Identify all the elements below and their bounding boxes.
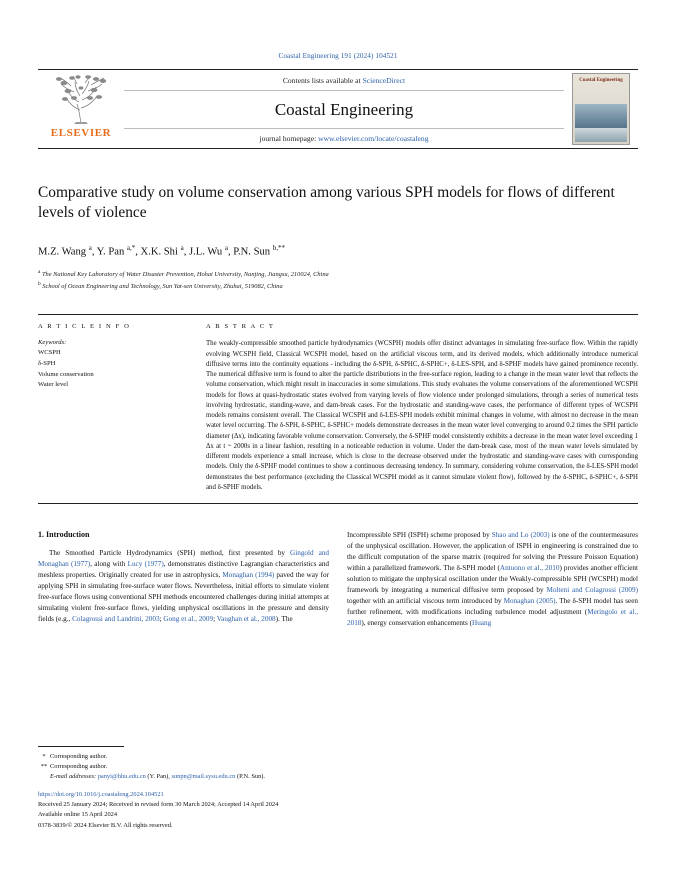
keywords-label: Keywords: xyxy=(38,339,67,347)
abstract xyxy=(206,323,638,493)
paragraph-intro-left: The Smoothed Particle Hydrodynamics (SPH) method, first presented by Gingold and Monaghan (1977), along with Lucy (1977), demonstrates distinctive Lagrangian characteristics and meshless properties. Originally created for use in astrophysics, Monaghan (1994) paved the way for applying SPH in simulating free-surface water flows. Nevertheless, initial efforts to simulate violent free-surface flows using conventional SPH methods encountered challenges during initial attempts at simulating violent free-surface flows, yielding unphysical oscillations in the pressure and density fields (e.g., Colagrossi and Landrini, 2003; Gong et al., 2009; Vaughan et al., 2008). The xyxy=(38,549,330,623)
paragraph-intro-right: Incompressible SPH (ISPH) scheme proposed by Shao and Lo (2003) is one of the countermeasures of the unphysical oscillation. However, the application of ISPH in engineering is constrained due to the difficult computation of the sparse matrix (required for solving the Pressure Poisson Equation) within a parallelized framework. The δ-SPH model (Antuono et al., 2010) provides another efficient solution to mitigate the unphysical oscillation under the Weakly-compressible SPH (WCSPH) model framework by integrating a numerical diffusive term proposed by Molteni and Colagrossi (2009) together with an artificial viscous term introduced by Monaghan (2005). The δ-SPH model has seen further refinement, with modifications including turbulence model adjustment (Meringolo et al., 2018), energy conservation enhancements (Huang xyxy=(347,531,639,627)
footnote-corresponding-2 xyxy=(38,762,330,772)
journal-cover-image xyxy=(572,73,630,145)
journal-homepage-link[interactable]: www.elsevier.com/locate/coastaleng xyxy=(318,134,429,143)
citation-link[interactable]: Gingold and Monaghan (1977) xyxy=(38,549,330,569)
body-columns xyxy=(38,530,638,628)
masthead-right xyxy=(564,70,638,148)
contents-line xyxy=(124,70,564,91)
journal-title: Coastal Engineering xyxy=(274,99,414,119)
homepage-label: journal homepage: xyxy=(259,134,319,143)
citation-link[interactable]: Vaughan et al., 2008 xyxy=(216,614,276,623)
sciencedirect-link[interactable]: ScienceDirect xyxy=(362,76,406,85)
info-abstract-block xyxy=(38,314,638,504)
article-info-heading: A R T I C L E I N F O xyxy=(38,323,131,331)
publisher-logo xyxy=(38,70,124,148)
article-info xyxy=(38,323,206,493)
citation-link[interactable]: Shao and Lo (2003) xyxy=(491,531,550,540)
journal-reference: Coastal Engineering 191 (2024) 104521 xyxy=(278,52,398,60)
footnote-emails xyxy=(38,772,330,782)
footnote-marker-star: * xyxy=(42,752,46,760)
masthead-center xyxy=(124,70,564,148)
keyword-item: δ-SPH xyxy=(38,359,56,367)
citation-link[interactable]: Colagrossi and Landrini, 2003 xyxy=(72,614,160,623)
footnote-text-2: Corresponding author. xyxy=(50,763,108,770)
keyword-item: Volume conservation xyxy=(38,370,94,378)
affiliation-a: $^a$ The National Key Laboratory of Water Disaster Prevention, Hohai University, Nanjing, Jiangsu, 210024, China xyxy=(38,269,329,279)
homepage-line xyxy=(124,128,564,148)
abstract-text: The weakly-compressible smoothed particle hydrodynamics (WCSPH) models offer distinct advantages in simulating free-surface flow. Within the rapidly evolving WCSPH field, Classical WCSPH model, based on the artificial viscous term, and its derived models, which additionally introduce numerical diffusive terms into the continuity equations - including the δ-SPH, δ-SPHC, δ-SPHC+, δ-LES-SPH, and δ-SPHF models have gained prominence recently. The numerical diffusive term is found to alter the particle distributions in the free-surface region, leading to a change in the mean water level that reflects the volume conservation, which might result in inaccuracies in some simulations. This study evaluates the volume conservations of the aforementioned WCSPH models for flows at quasi-hydrostatic states evolved from varying levels of flow violence under prolonged simulations, through a series of numerical tests involving hydrostatic, standing-wave, and dam-break cases. For the hydrostatic and standing-wave cases, the performance of different types of WCSPH models remains consistent overall. The Classical WCSPH and δ-LES-SPH models exhibit minimal changes in volume, with almost no decrease in the mean water level occurring. The δ-SPH, δ-SPHC, δ-SPHC+ models demonstrate decreases in the mean water level converging to around 0.2 times the SPH particle diameter (Δx), indicating favorable volume conservation. Conversely, the δ-SPHF model consistently exhibits a decrease in the mean water level exceeding 1 Δx at t ~ 2000s in a linear fashion, resulting in a noticeable reduction in volume. Under the dam-break case, most of the mean water levels simulated by different models experience a small increase, which is close to the decrease observed under the hydrostatic and standing-wave cases with corresponding models. Only the δ-SPHF model continues to show a continuous decreasing tendency. In summary, considering volume conservation, the δ-LES-SPH model demonstrates the best performance (excluding the Classical WCSPH model as it cannot simulate violent flow), followed by the δ-SPHC, δ-SPHC+, δ-SPH and δ-SPHF models. xyxy=(206,340,638,491)
affiliations xyxy=(38,268,638,292)
contents-label: Contents lists available at xyxy=(282,76,363,85)
footnote-text-1: Corresponding author. xyxy=(50,752,108,760)
publication-info xyxy=(38,790,330,832)
footnote-marker-doublestar: ** xyxy=(40,763,48,770)
author-list: M.Z. Wang $^a$, Y. Pan $^{a,*}$, X.K. Shi $^a$, J.L. Wu $^a$, P.N. Sun $^{b,**}$ xyxy=(38,243,285,258)
citation-link[interactable]: Meringolo et al., 2018 xyxy=(347,607,639,627)
keyword-item: Water level xyxy=(38,381,69,389)
elsevier-tree-icon xyxy=(44,72,118,126)
page-title: Comparative study on volume conservation among various SPH models for flows of different levels of violence xyxy=(38,184,615,222)
cover-photo xyxy=(575,104,627,142)
email-link-pan[interactable]: panyi@hhu.edu.cn xyxy=(97,773,146,781)
section-heading-introduction: 1. Introduction xyxy=(38,530,90,540)
publication-dates: Received 25 January 2024; Received in revised form 30 March 2024; Accepted 14 April 2024 xyxy=(38,800,279,808)
citation-link[interactable]: Huang xyxy=(472,618,492,627)
citation-link[interactable]: Monaghan (2005) xyxy=(503,596,556,605)
cover-title: Coastal Engineering xyxy=(579,78,623,83)
body-column-right xyxy=(347,530,638,628)
footnote-corresponding-1 xyxy=(38,752,330,762)
email-label: E-mail addresses: xyxy=(50,773,98,781)
journal-masthead xyxy=(38,69,638,149)
copyright-line: 0378-3839/© 2024 Elsevier B.V. All rights reserved. xyxy=(38,821,173,829)
citation-link[interactable]: Molteni and Colagrossi (2009) xyxy=(546,585,638,594)
body-column-left xyxy=(38,530,329,628)
page-footer xyxy=(38,746,330,831)
email-owner-2: (P.N. Sun). xyxy=(235,773,266,781)
doi-link[interactable]: https://doi.org/10.1016/j.coastaleng.2024.104521 xyxy=(38,790,164,798)
abstract-heading: A B S T R A C T xyxy=(206,323,275,331)
affiliation-b: $^b$ School of Ocean Engineering and Technology, Sun Yat-sen University, Zhuhai, 519082, China xyxy=(38,281,283,291)
publisher-name: ELSEVIER xyxy=(50,127,112,139)
citation-link[interactable]: Gong et al., 2009 xyxy=(163,614,214,623)
footnote-rule xyxy=(38,746,124,747)
email-link-sun[interactable]: sunpn@mail.sysu.edu.cn xyxy=(171,773,236,781)
citation-link[interactable]: Antuono et al., 2010 xyxy=(499,564,560,573)
citation-link[interactable]: Lucy (1977) xyxy=(127,560,164,569)
citation-link[interactable]: Monaghan (1994) xyxy=(222,571,275,580)
keyword-item: WCSPH xyxy=(38,349,61,357)
email-owner-1: (Y. Pan), xyxy=(145,773,172,781)
available-online: Available online 15 April 2024 xyxy=(38,811,118,819)
